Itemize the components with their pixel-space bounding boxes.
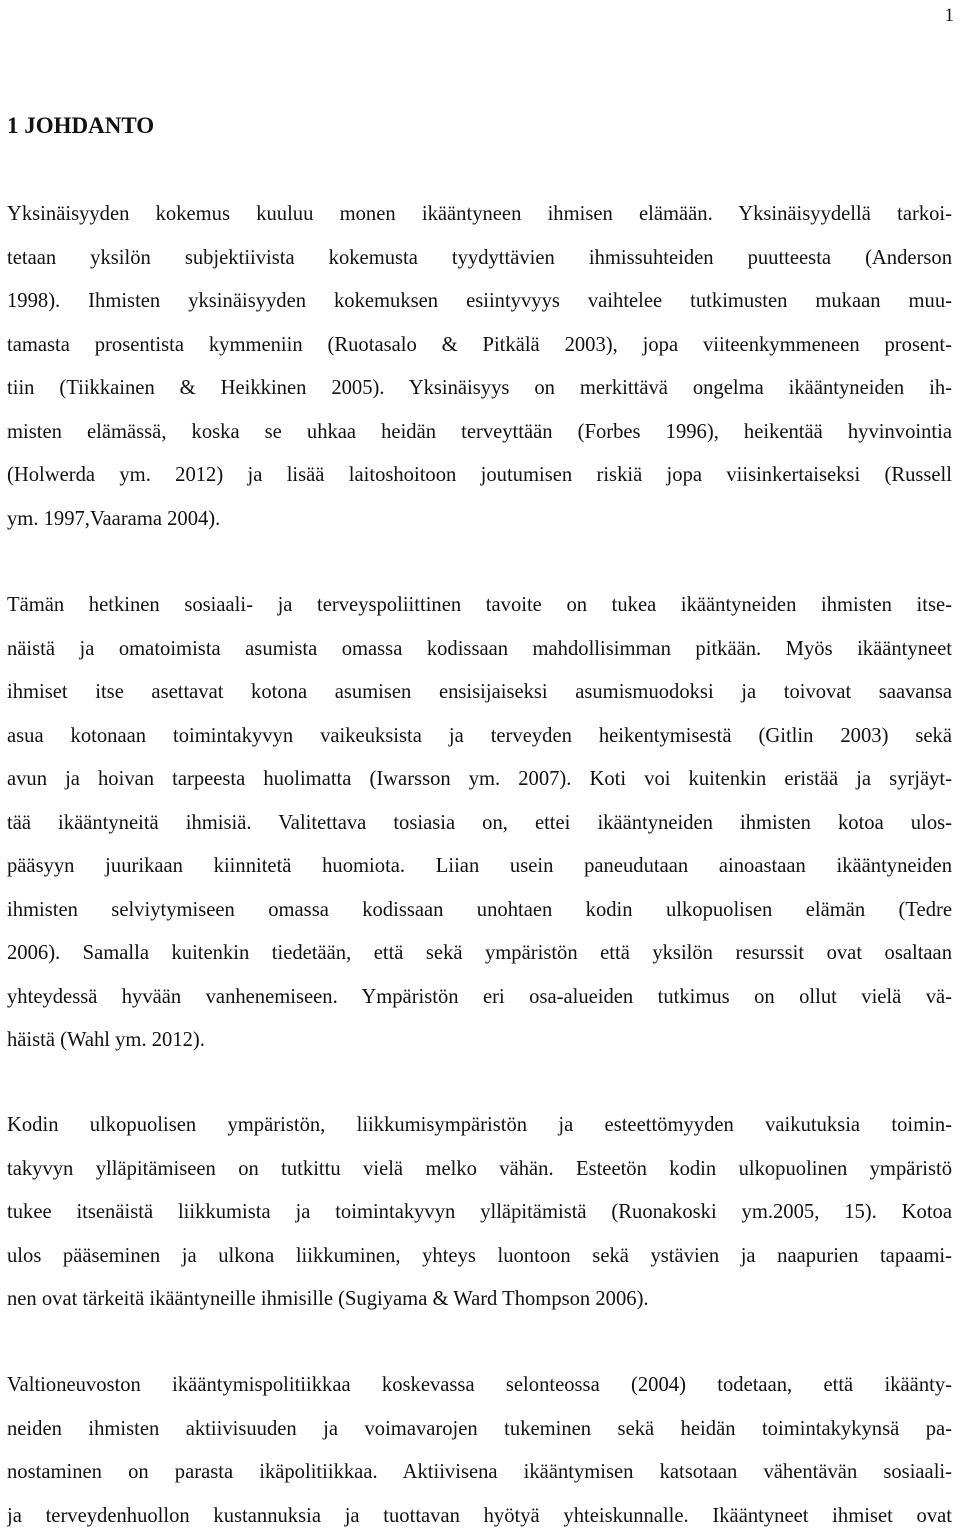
paragraph-line: Yksinäisyyden kokemus kuuluu monen ikääntyneen ihmisen elämään. Yksinäisyydellä tarkoi-	[7, 193, 952, 237]
page-number: 1	[945, 4, 955, 28]
paragraph-line: asua kotonaan toimintakyvyn vaikeuksista ja terveyden heikentymisestä (Gitlin 2003) sekä	[7, 715, 952, 759]
paragraph-line: ihmiset itse asettavat kotona asumisen ensisijaiseksi asumismuodoksi ja toivovat saavansa	[7, 671, 952, 715]
section-heading: 1 JOHDANTO	[7, 112, 154, 140]
paragraph-line: häistä (Wahl ym. 2012).	[7, 1019, 952, 1063]
paragraph-3	[7, 1104, 952, 1322]
paragraph-4	[7, 1364, 952, 1538]
paragraph-1	[7, 193, 952, 541]
paragraph-line: ym. 1997,Vaarama 2004).	[7, 498, 952, 542]
paragraph-line: Kodin ulkopuolisen ympäristön, liikkumisympäristön ja esteettömyyden vaikutuksia toimin-	[7, 1104, 952, 1148]
paragraph-line: Tämän hetkinen sosiaali- ja terveyspoliittinen tavoite on tukea ikääntyneiden ihmisten itse-	[7, 584, 952, 628]
paragraph-line: (Holwerda ym. 2012) ja lisää laitoshoitoon joutumisen riskiä jopa viisinkertaiseksi (Russell	[7, 454, 952, 498]
paragraph-line: 1998). Ihmisten yksinäisyyden kokemuksen esiintyvyys vaihtelee tutkimusten mukaan muu-	[7, 280, 952, 324]
paragraph-line: 2006). Samalla kuitenkin tiedetään, että sekä ympäristön että yksilön resurssit ovat osaltaan	[7, 932, 952, 976]
paragraph-line: tukee itsenäistä liikkumista ja toimintakyvyn ylläpitämistä (Ruonakoski ym.2005, 15). Kotoa	[7, 1191, 952, 1235]
paragraph-line: pääsyyn juurikaan kiinnitetä huomiota. Liian usein paneudutaan ainoastaan ikääntyneiden	[7, 845, 952, 889]
paragraph-line: Valtioneuvoston ikääntymispolitiikkaa koskevassa selonteossa (2004) todetaan, että ikäänty-	[7, 1364, 952, 1408]
paragraph-2	[7, 584, 952, 1063]
paragraph-line: tetaan yksilön subjektiivista kokemusta tyydyttävien ihmissuhteiden puutteesta (Anderson	[7, 237, 952, 281]
paragraph-line: tiin (Tiikkainen & Heikkinen 2005). Yksinäisyys on merkittävä ongelma ikääntyneiden ih-	[7, 367, 952, 411]
paragraph-line: yhteydessä hyvään vanhenemiseen. Ympäristön eri osa-alueiden tutkimus on ollut vielä vä-	[7, 976, 952, 1020]
paragraph-line: misten elämässä, koska se uhkaa heidän terveyttään (Forbes 1996), heikentää hyvinvointia	[7, 411, 952, 455]
paragraph-line: tää ikääntyneitä ihmisiä. Valitettava tosiasia on, ettei ikääntyneiden ihmisten kotoa ulos-	[7, 802, 952, 846]
paragraph-line: takyvyn ylläpitämiseen on tutkittu vielä melko vähän. Esteetön kodin ulkopuolinen ympäristö	[7, 1148, 952, 1192]
paragraph-line: ulos pääseminen ja ulkona liikkuminen, yhteys luontoon sekä ystävien ja naapurien tapaami-	[7, 1235, 952, 1279]
paragraph-line: ihmisten selviytymiseen omassa kodissaan unohtaen kodin ulkopuolisen elämän (Tedre	[7, 889, 952, 933]
paragraph-line: nen ovat tärkeitä ikääntyneille ihmisille (Sugiyama & Ward Thompson 2006).	[7, 1278, 952, 1322]
paragraph-line: nostaminen on parasta ikäpolitiikkaa. Aktiivisena ikääntymisen katsotaan vähentävän sosiaali-	[7, 1451, 952, 1495]
paragraph-line: avun ja hoivan tarpeesta huolimatta (Iwarsson ym. 2007). Koti voi kuitenkin eristää ja syrjäyt-	[7, 758, 952, 802]
paragraph-line: näistä ja omatoimista asumista omassa kodissaan mahdollisimman pitkään. Myös ikääntyneet	[7, 628, 952, 672]
paragraph-line: neiden ihmisten aktiivisuuden ja voimavarojen tukeminen sekä heidän toimintakykynsä pa-	[7, 1408, 952, 1452]
paragraph-line: ja terveydenhuollon kustannuksia ja tuottavan hyötyä yhteiskunnalle. Ikääntyneet ihmiset ovat	[7, 1495, 952, 1538]
paragraph-line: tamasta prosentista kymmeniin (Ruotasalo & Pitkälä 2003), jopa viiteenkymmeneen prosent-	[7, 324, 952, 368]
